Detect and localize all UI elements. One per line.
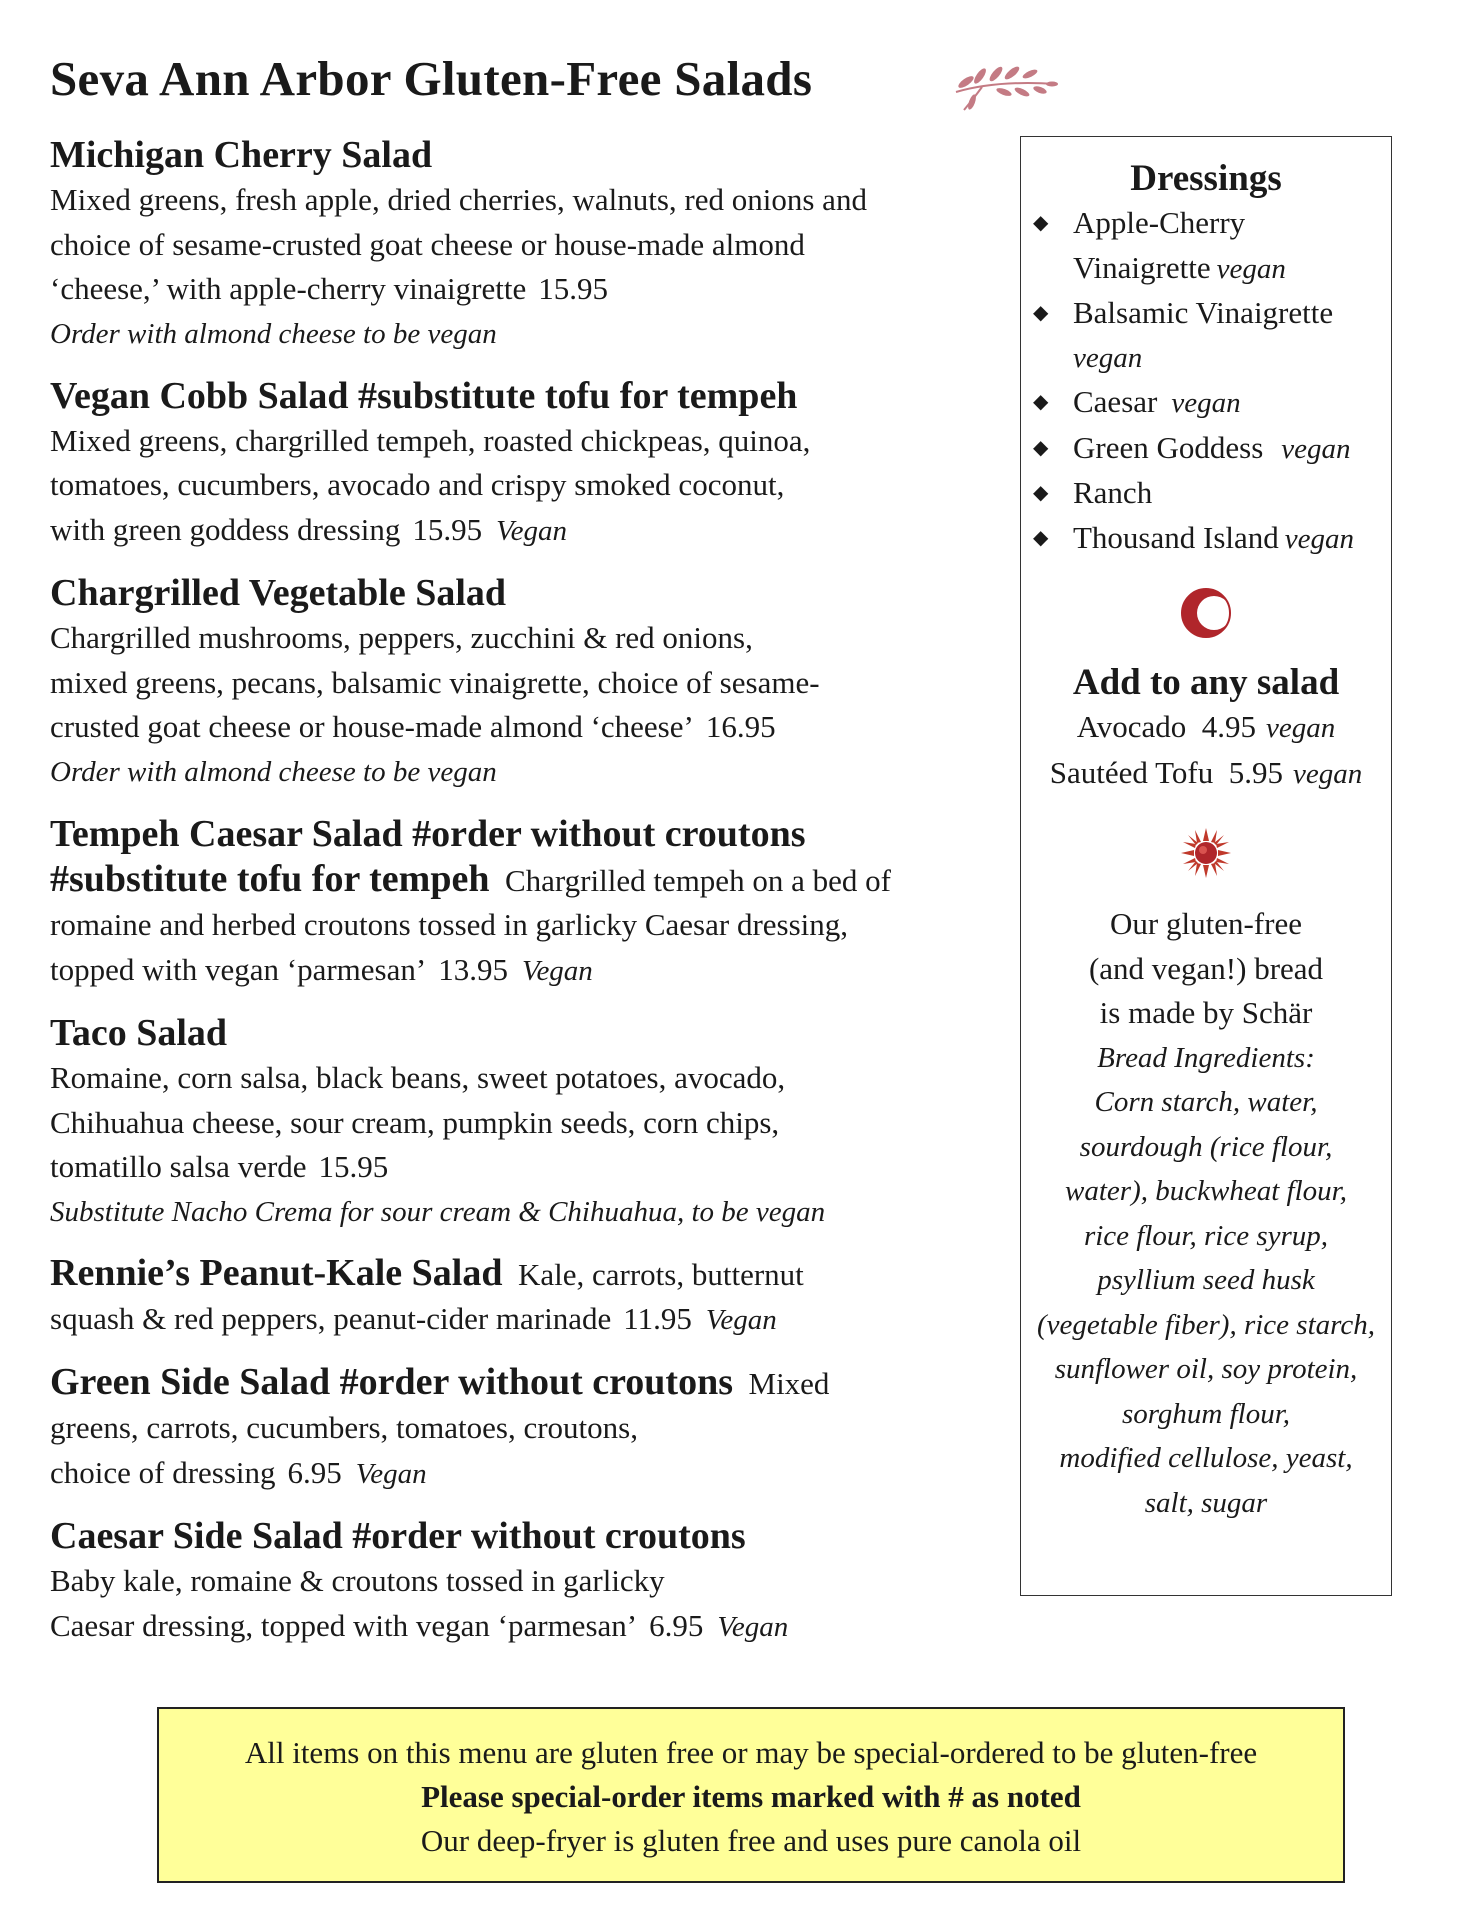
- item-price: 6.95: [287, 1454, 342, 1490]
- dressing-item: [1033, 201, 1391, 291]
- menu-item: [50, 570, 995, 794]
- page-title: Seva Ann Arbor Gluten-Free Salads: [50, 51, 813, 106]
- description-line: ‘cheese,’ with apple-cherry vinaigrette: [50, 271, 527, 306]
- notice-line: Our deep-fryer is gluten free and uses pure canola oil: [420, 1823, 1082, 1858]
- description-line: Caesar dressing, topped with vegan ‘parmesan’: [50, 1607, 638, 1643]
- addons-heading: Add to any salad: [1072, 662, 1340, 703]
- addon-item: [1021, 705, 1391, 751]
- description-line: Chihuahua cheese, sour cream, pumpkin seeds, corn chips,: [50, 1104, 780, 1140]
- description-line: squash & red peppers, peanut-cider marinade: [50, 1301, 612, 1336]
- description-line: mixed greens, pecans, balsamic vinaigrette, choice of sesame-: [50, 664, 820, 700]
- dressing-item: [1033, 471, 1391, 516]
- dressings-heading: Dressings: [1130, 158, 1282, 199]
- item-price: 15.95: [538, 271, 608, 306]
- description-line: Kale, carrots, butternut: [518, 1256, 804, 1292]
- description-line: choice of sesame-crusted goat cheese or house-made almond: [50, 226, 805, 262]
- item-price: 11.95: [623, 1301, 692, 1336]
- item-price: 13.95: [438, 951, 508, 987]
- description-line: Romaine, corn salsa, black beans, sweet potatoes, avocado,: [50, 1060, 786, 1095]
- description-line: Baby kale, romaine & croutons tossed in garlicky: [50, 1563, 665, 1598]
- notice-line: All items on this menu are gluten free or may be special-ordered to be gluten-free: [244, 1735, 1258, 1770]
- diamond-bullet-icon: ◆: [1033, 436, 1049, 459]
- addon-item: [1021, 751, 1391, 797]
- description-line: greens, carrots, cucumbers, tomatoes, croutons,: [50, 1410, 638, 1445]
- vegan-tag: vegan: [1284, 522, 1355, 555]
- ingredients-line: modified cellulose, yeast,: [1059, 1442, 1353, 1474]
- ingredients-line: psyllium seed husk: [1097, 1264, 1315, 1296]
- description-line: Mixed greens, fresh apple, dried cherries, walnuts, red onions and: [50, 182, 867, 217]
- addon-price: 5.95: [1228, 754, 1283, 790]
- ingredients-line: sourdough (rice flour,: [1079, 1130, 1333, 1163]
- menu-item: [50, 1360, 995, 1497]
- ingredients-label: Bread Ingredients:: [1097, 1041, 1315, 1074]
- diamond-bullet-icon: ◆: [1033, 526, 1049, 549]
- item-description: [50, 1559, 995, 1649]
- bread-text: (and vegan!) bread: [1088, 950, 1324, 986]
- item-description: [50, 1251, 995, 1343]
- ingredients-line: rice flour, rice syrup,: [1083, 1219, 1329, 1252]
- ingredients-line: water), buckwheat flour,: [1065, 1175, 1347, 1207]
- ingredients-line: Corn starch, water,: [1094, 1086, 1318, 1118]
- vegan-tag: Vegan: [355, 1457, 427, 1490]
- item-price: 6.95: [649, 1607, 704, 1643]
- crescent-moon-icon: [1180, 587, 1232, 639]
- notice-line-bold: Please special-order items marked with # as noted: [421, 1779, 1081, 1814]
- item-price: 15.95: [318, 1149, 389, 1184]
- addons-section: [1021, 661, 1391, 796]
- description-line: with green goddess dressing: [50, 511, 401, 547]
- bread-text: Our gluten-free: [1110, 906, 1302, 941]
- item-note: Order with almond cheese to be vegan: [50, 755, 497, 788]
- dressing-item: [1033, 516, 1391, 562]
- ingredients-line: (vegetable fiber), rice starch,: [1037, 1308, 1375, 1341]
- ingredients-line: salt, sugar: [1144, 1486, 1268, 1519]
- addon-name: Sautéed Tofu: [1049, 754, 1214, 790]
- description-line: choice of dressing: [50, 1454, 276, 1490]
- description-line: Chargrilled mushrooms, peppers, zucchini & red onions,: [50, 620, 753, 655]
- dressing-name: Balsamic Vinaigrette: [1073, 295, 1334, 330]
- item-name: Chargrilled Vegetable Salad: [50, 572, 507, 614]
- menu-item: [50, 811, 995, 994]
- description-line: tomatillo salsa verde: [50, 1149, 307, 1184]
- dressing-name: Thousand Island: [1073, 519, 1279, 555]
- dressing-name: Caesar: [1073, 384, 1158, 419]
- item-name: Green Side Salad #order without croutons: [50, 1360, 733, 1403]
- dressing-name: Green Goddess: [1073, 429, 1264, 465]
- gluten-free-notice: [157, 1707, 1345, 1883]
- description-line: topped with vegan ‘parmesan’: [50, 951, 427, 987]
- vegan-tag: vegan: [1281, 432, 1351, 465]
- vegan-tag: Vegan: [705, 1304, 777, 1336]
- vegan-tag: vegan: [1292, 757, 1363, 790]
- sun-icon: [1179, 826, 1233, 880]
- item-name: Michigan Cherry Salad: [50, 134, 433, 176]
- dressings-list: [1021, 201, 1391, 561]
- bread-text: is made by Schär: [1099, 995, 1313, 1030]
- menu-item: [50, 373, 995, 554]
- vegan-tag: Vegan: [521, 954, 593, 987]
- item-name-continued: #substitute tofu for tempeh: [50, 857, 490, 900]
- dressing-item: [1033, 291, 1391, 380]
- description-line: crusted goat cheese or house-made almond ‘cheese’: [50, 709, 694, 744]
- item-note: Substitute Nacho Crema for sour cream & Chihuahua, to be vegan: [50, 1195, 826, 1228]
- leaf-sprig-icon: [952, 62, 1062, 114]
- vegan-tag: vegan: [1073, 341, 1143, 374]
- salad-menu: [50, 132, 995, 1666]
- item-description: [50, 616, 995, 750]
- dressing-item: [1033, 426, 1391, 472]
- addon-name: Avocado: [1076, 709, 1187, 744]
- addon-price: 4.95: [1201, 709, 1257, 744]
- item-name: Taco Salad: [50, 1012, 228, 1054]
- item-description: [50, 419, 995, 554]
- vegan-tag: vegan: [1266, 712, 1336, 744]
- description-line: tomatoes, cucumbers, avocado and crispy smoked coconut,: [50, 467, 785, 502]
- diamond-bullet-icon: ◆: [1033, 391, 1049, 413]
- description-line: Mixed greens, chargrilled tempeh, roasted chickpeas, quinoa,: [50, 422, 811, 458]
- item-price: 16.95: [705, 709, 776, 744]
- item-description: [50, 857, 995, 994]
- item-note: Order with almond cheese to be vegan: [50, 317, 497, 350]
- description-line: Mixed: [748, 1365, 830, 1401]
- vegan-tag: Vegan: [717, 1610, 789, 1643]
- menu-item: [50, 1251, 995, 1343]
- item-name: Tempeh Caesar Salad #order without croutons: [50, 812, 806, 855]
- dressing-name: Ranch: [1073, 475, 1153, 510]
- diamond-bullet-icon: ◆: [1033, 482, 1049, 504]
- menu-item: [50, 132, 995, 356]
- item-description: [50, 178, 995, 312]
- dressing-item: [1033, 380, 1391, 426]
- ingredients-line: sunflower oil, soy protein,: [1054, 1353, 1358, 1385]
- vegan-tag: Vegan: [496, 514, 568, 547]
- menu-item: [50, 1010, 995, 1234]
- ingredients-line: sorghum flour,: [1121, 1397, 1291, 1430]
- description-line: romaine and herbed croutons tossed in garlicky Caesar dressing,: [50, 907, 849, 942]
- item-description: [50, 1360, 995, 1497]
- vegan-tag: vegan: [1171, 387, 1241, 419]
- dressing-name: Apple-Cherry: [1073, 205, 1246, 240]
- bread-info: [1021, 902, 1391, 1525]
- diamond-bullet-icon: ◆: [1033, 302, 1049, 324]
- dressing-name: Vinaigrette: [1073, 249, 1211, 285]
- item-name: Vegan Cobb Salad #substitute tofu for tempeh: [50, 374, 798, 417]
- sidebar-box: [1020, 136, 1392, 1596]
- dressings-section: [1021, 157, 1391, 561]
- item-name: Rennie’s Peanut-Kale Salad: [50, 1251, 503, 1294]
- item-price: 15.95: [412, 511, 483, 547]
- vegan-tag: vegan: [1216, 252, 1286, 285]
- menu-item: [50, 1513, 995, 1649]
- description-line: Chargrilled tempeh on a bed of: [504, 862, 891, 898]
- diamond-bullet-icon: ◆: [1033, 212, 1049, 234]
- item-name: Caesar Side Salad #order without croutons: [50, 1515, 746, 1557]
- item-description: [50, 1056, 995, 1190]
